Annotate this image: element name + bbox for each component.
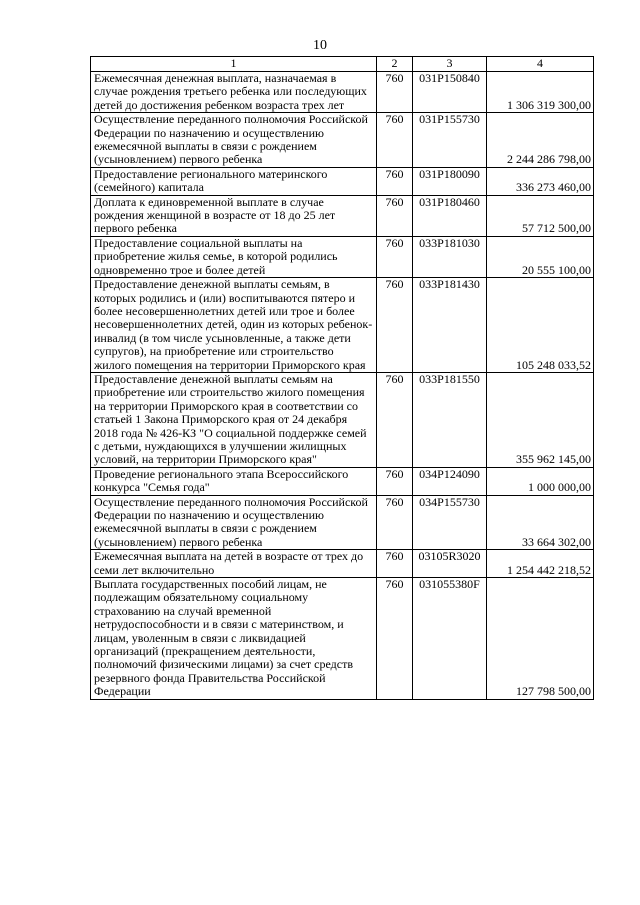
table-row [91,550,594,578]
row-amount: 127 798 500,00 [487,578,594,700]
table-row [91,495,594,550]
row-department-code: 760 [377,113,413,168]
row-amount: 1 306 319 300,00 [487,72,594,113]
header-col-1: 1 [91,57,377,72]
header-col-4: 4 [487,57,594,72]
budget-table [90,56,594,700]
row-target-article: 031P180460 [413,195,487,236]
table-row [91,72,594,113]
row-target-article: 033P181550 [413,372,487,467]
row-description: Предоставление социальной выплаты на приобретение жилья семье, в которой родились одновременно трое и более детей [91,236,377,277]
row-description: Осуществление переданного полномочия Российской Федерации по назначению и осуществлению ежемесячной выплаты в связи с рождением (усыновлением) первого ребенка [91,113,377,168]
row-target-article: 033P181430 [413,278,487,373]
table-row [91,467,594,495]
page-number: 10 [313,38,327,53]
table-row [91,372,594,467]
row-amount: 57 712 500,00 [487,195,594,236]
row-target-article: 034P155730 [413,495,487,550]
table-row [91,236,594,277]
row-description: Предоставление регионального материнского (семейного) капитала [91,167,377,195]
row-target-article: 033P181030 [413,236,487,277]
row-target-article: 034P124090 [413,467,487,495]
row-description: Предоставление денежной выплаты семьям, в которых родились и (или) воспитываются пятеро и более несовершеннолетних детей или трое и более несовершеннолетних детей, один из которых ребенок-инвалид (в том числе усыновленные, а также дети супругов), на приобретение или строительство жилого помещения на территории Приморского края [91,278,377,373]
table-row [91,578,594,700]
row-description: Предоставление денежной выплаты семьям на приобретение или строительство жилого помещения на территории Приморского края в соответствии со статьей 1 Закона Приморского края от 24 декабря 2018 года № 426-КЗ "О социальной поддержке семей с детьми, нуждающихся в улучшении жилищных условий, на территории Приморского края" [91,372,377,467]
row-amount: 20 555 100,00 [487,236,594,277]
row-department-code: 760 [377,278,413,373]
row-department-code: 760 [377,467,413,495]
row-description: Выплата государственных пособий лицам, не подлежащим обязательному социальному страхованию на случай временной нетрудоспособности и в связи с материнством, и лицам, уволенным в связи с ликвидацией организаций (прекращением деятельности, полномочий физическими лицами) за счет средств резервного фонда Правительства Российской Федерации [91,578,377,700]
row-department-code: 760 [377,578,413,700]
row-description: Ежемесячная денежная выплата, назначаемая в случае рождения третьего ребенка или последующих детей до достижения ребенком возраста трех лет [91,72,377,113]
row-department-code: 760 [377,195,413,236]
row-description: Осуществление переданного полномочия Российской Федерации по назначению и осуществлению ежемесячной выплаты в связи с рождением (усыновлением) первого ребенка [91,495,377,550]
row-amount: 1 254 442 218,52 [487,550,594,578]
row-amount: 336 273 460,00 [487,167,594,195]
row-target-article: 03105R3020 [413,550,487,578]
row-amount: 33 664 302,00 [487,495,594,550]
row-target-article: 031P150840 [413,72,487,113]
header-row [91,57,594,72]
row-target-article: 031055380F [413,578,487,700]
row-department-code: 760 [377,372,413,467]
table-row [91,113,594,168]
header-col-2: 2 [377,57,413,72]
row-department-code: 760 [377,236,413,277]
row-amount: 355 962 145,00 [487,372,594,467]
row-target-article: 031P180090 [413,167,487,195]
row-department-code: 760 [377,72,413,113]
row-amount: 105 248 033,52 [487,278,594,373]
row-amount: 1 000 000,00 [487,467,594,495]
table-row [91,278,594,373]
row-description: Доплата к единовременной выплате в случае рождения женщиной в возрасте от 18 до 25 лет первого ребенка [91,195,377,236]
table-row [91,195,594,236]
row-department-code: 760 [377,495,413,550]
row-amount: 2 244 286 798,00 [487,113,594,168]
row-department-code: 760 [377,167,413,195]
table-row [91,167,594,195]
row-department-code: 760 [377,550,413,578]
row-description: Проведение регионального этапа Всероссийского конкурса "Семья года" [91,467,377,495]
row-description: Ежемесячная выплата на детей в возрасте от трех до семи лет включительно [91,550,377,578]
row-target-article: 031P155730 [413,113,487,168]
header-col-3: 3 [413,57,487,72]
